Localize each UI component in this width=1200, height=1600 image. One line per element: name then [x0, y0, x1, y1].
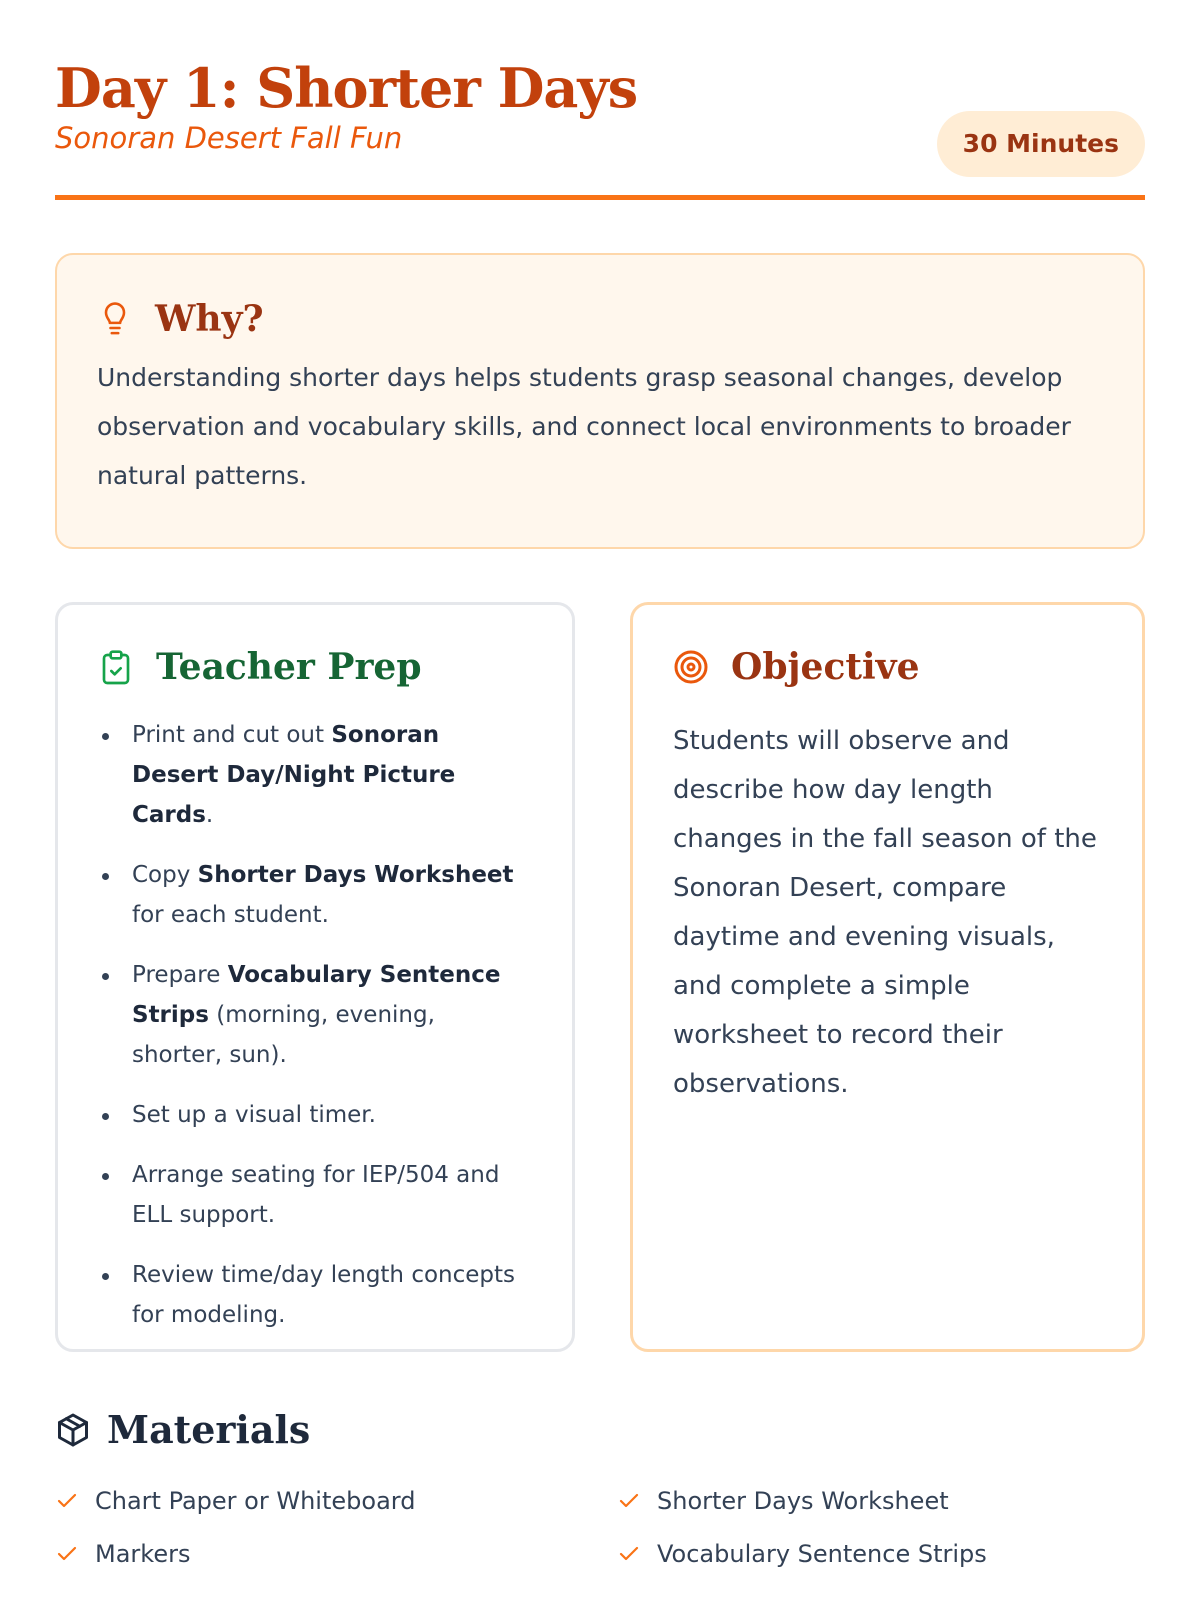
list-item: Copy Shorter Days Worksheet for each student. [98, 855, 532, 935]
teacher-prep-heading [98, 645, 532, 689]
list-item: Print and cut out Sonoran Desert Day/Night Picture Cards. [98, 715, 532, 835]
page-subtitle: Sonoran Desert Fall Fun [55, 121, 403, 155]
lesson-header [55, 0, 1145, 200]
teacher-prep-title: Teacher Prep [156, 646, 422, 688]
why-title: Why? [155, 298, 264, 340]
lightbulb-icon [97, 301, 133, 337]
objective-title: Objective [731, 646, 920, 688]
prep-objective-row [55, 602, 1145, 1352]
check-icon [617, 1489, 641, 1513]
list-item: Vocabulary Sentence Strips [617, 1527, 1145, 1580]
teacher-prep-card [55, 602, 575, 1352]
teacher-prep-list [98, 715, 532, 1335]
objective-card [630, 602, 1145, 1352]
list-item: Set up a visual timer. [98, 1095, 532, 1135]
check-icon [55, 1489, 79, 1513]
duration-badge: 30 Minutes [937, 111, 1145, 177]
list-item: Review time/day length concepts for modeling. [98, 1255, 532, 1335]
why-heading [97, 297, 1103, 341]
list-item: Prepare Vocabulary Sentence Strips (morning, evening, shorter, sun). [98, 955, 532, 1075]
list-item: Markers [55, 1527, 617, 1580]
list-item: Chart Paper or Whiteboard [55, 1474, 617, 1527]
objective-heading [673, 645, 1102, 689]
materials-section [55, 1408, 1145, 1580]
materials-heading [55, 1408, 1145, 1452]
why-card [55, 253, 1145, 549]
materials-title: Materials [107, 1407, 311, 1452]
list-item: Arrange seating for IEP/504 and ELL support. [98, 1155, 532, 1235]
target-icon [673, 649, 709, 685]
page-title: Day 1: Shorter Days [55, 56, 638, 120]
clipboard-check-icon [98, 649, 134, 685]
package-icon [55, 1412, 91, 1448]
why-text: Understanding shorter days helps students grasp seasonal changes, develop observation and vocabulary skills, and connect local environments to broader natural patterns. [97, 363, 1071, 490]
check-icon [55, 1542, 79, 1566]
check-icon [617, 1542, 641, 1566]
materials-list [55, 1474, 1145, 1580]
list-item: Shorter Days Worksheet [617, 1474, 1145, 1527]
objective-text: Students will observe and describe how day length changes in the fall season of the Sonoran Desert, compare daytime and evening visuals, and complete a simple worksheet to record their observations. [673, 726, 1097, 1099]
